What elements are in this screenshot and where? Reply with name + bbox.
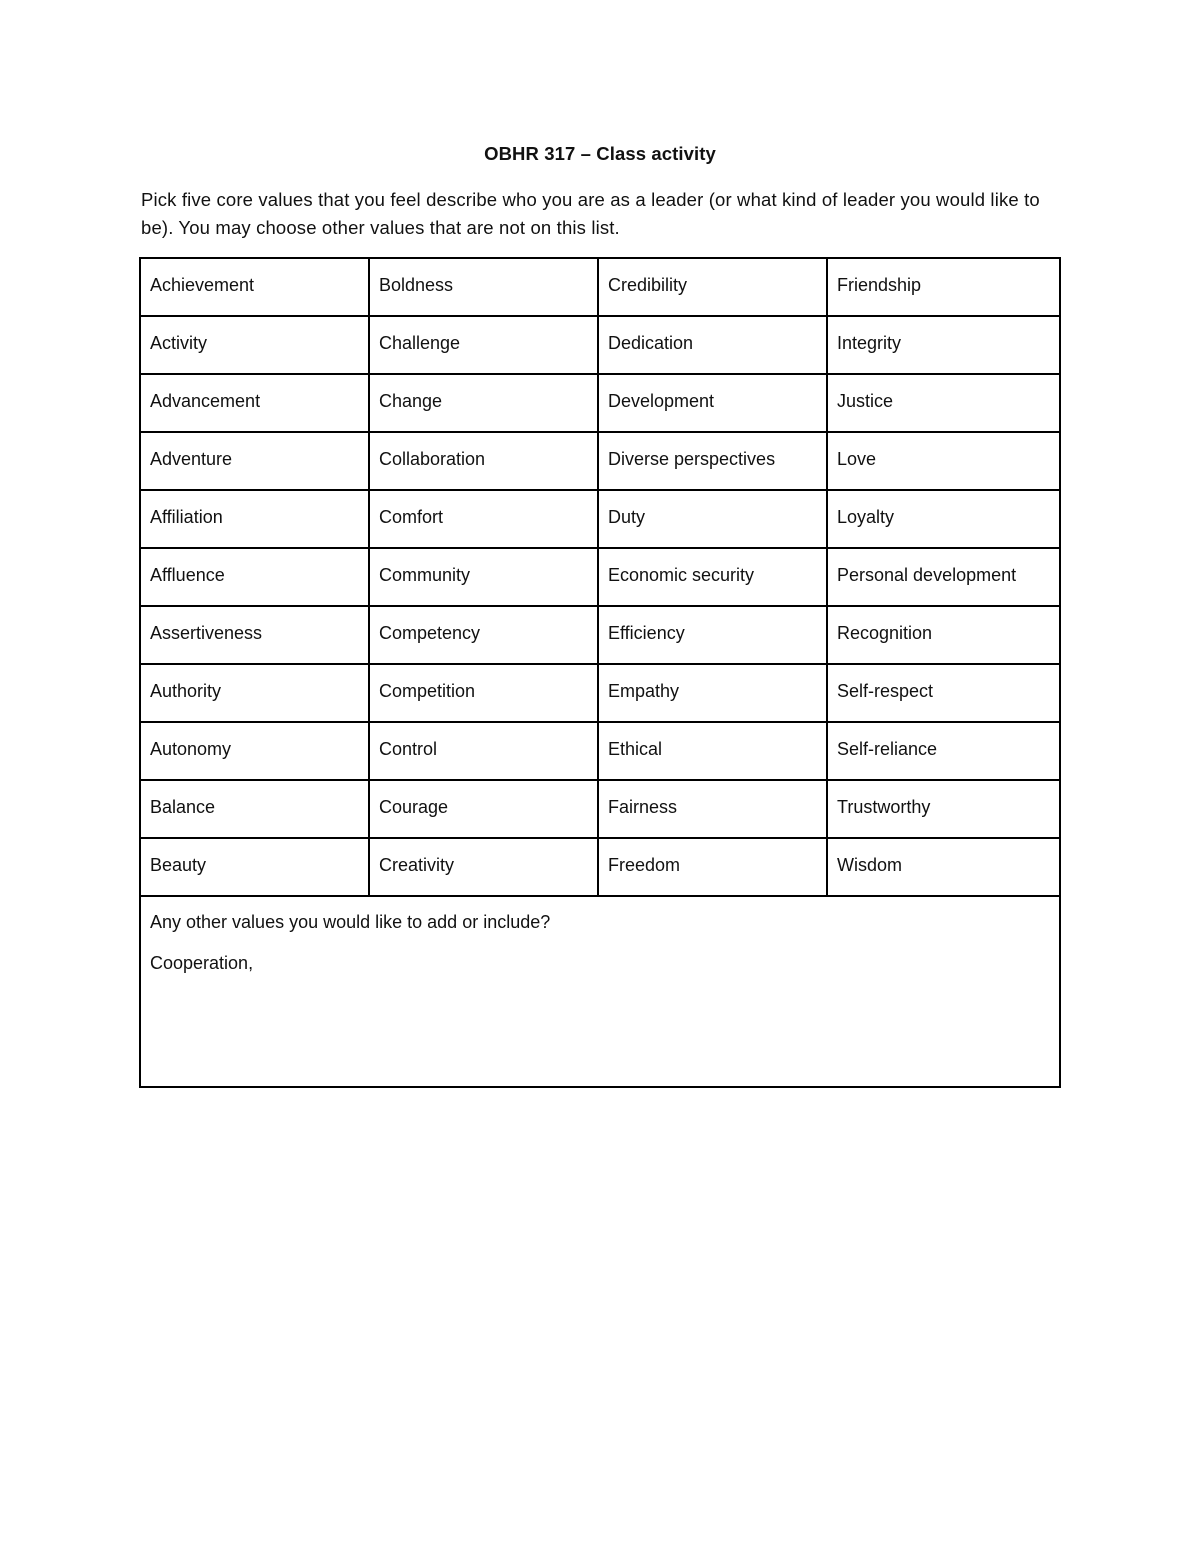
table-row (140, 490, 1060, 548)
value-label: Ethical (608, 739, 663, 759)
table-row (140, 374, 1060, 432)
core-values-table-body (140, 258, 1060, 896)
value-label: Balance (150, 797, 216, 817)
value-label: Achievement (150, 275, 255, 295)
value-label: Loyalty (837, 507, 895, 527)
table-row (140, 722, 1060, 780)
value-cell (598, 722, 827, 780)
value-cell (598, 548, 827, 606)
value-cell (369, 432, 598, 490)
table-row (140, 316, 1060, 374)
instructions-paragraph: Pick five core values that you feel describe who you are as a leader (or what kind of leader you would like to be). You may choose other values that are not on this list. (141, 189, 1040, 238)
value-label: Justice (837, 391, 894, 411)
value-label: Comfort (379, 507, 444, 527)
value-cell (827, 548, 1060, 606)
value-label: Empathy (608, 681, 680, 701)
value-label: Change (379, 391, 443, 411)
value-label: Integrity (837, 333, 902, 353)
value-cell (369, 374, 598, 432)
value-label: Autonomy (150, 739, 232, 759)
value-label: Love (837, 449, 877, 469)
value-cell (369, 722, 598, 780)
table-row (140, 548, 1060, 606)
value-cell (827, 316, 1060, 374)
core-values-table (139, 257, 1061, 1088)
value-label: Recognition (837, 623, 933, 643)
value-cell (827, 606, 1060, 664)
value-cell (598, 606, 827, 664)
value-cell (827, 374, 1060, 432)
document-title: OBHR 317 – Class activity (484, 143, 716, 164)
value-label: Collaboration (379, 449, 486, 469)
value-cell (369, 606, 598, 664)
value-label: Diverse perspectives (608, 449, 776, 469)
table-row (140, 606, 1060, 664)
value-label: Assertiveness (150, 623, 263, 643)
value-label: Credibility (608, 275, 688, 295)
value-label: Wisdom (837, 855, 903, 875)
value-label: Advancement (150, 391, 261, 411)
value-label: Boldness (379, 275, 454, 295)
value-label: Affiliation (150, 507, 223, 527)
table-row (140, 838, 1060, 896)
value-cell (827, 780, 1060, 838)
value-cell (140, 606, 369, 664)
value-cell (140, 664, 369, 722)
notes-question: Any other values you would like to add or include? (150, 912, 551, 932)
value-cell (598, 374, 827, 432)
value-cell (827, 664, 1060, 722)
value-label: Authority (150, 681, 222, 701)
notes-row (140, 896, 1060, 1087)
value-cell (827, 432, 1060, 490)
value-label: Fairness (608, 797, 678, 817)
value-cell (369, 258, 598, 316)
value-label: Self-reliance (837, 739, 938, 759)
table-row (140, 258, 1060, 316)
value-cell (369, 838, 598, 896)
value-cell (369, 548, 598, 606)
value-label: Personal development (837, 565, 1017, 585)
notes-cell[interactable] (140, 896, 1060, 1087)
value-cell (140, 780, 369, 838)
value-label: Affluence (150, 565, 225, 585)
value-cell (598, 780, 827, 838)
value-cell (827, 722, 1060, 780)
value-cell (140, 316, 369, 374)
value-cell (140, 722, 369, 780)
value-label: Creativity (379, 855, 455, 875)
value-label: Beauty (150, 855, 207, 875)
value-label: Development (608, 391, 715, 411)
value-cell (598, 490, 827, 548)
value-label: Challenge (379, 333, 461, 353)
value-cell (369, 780, 598, 838)
value-label: Adventure (150, 449, 233, 469)
table-row (140, 432, 1060, 490)
value-label: Friendship (837, 275, 922, 295)
value-label: Dedication (608, 333, 694, 353)
value-label: Courage (379, 797, 449, 817)
value-label: Control (379, 739, 438, 759)
value-label: Freedom (608, 855, 681, 875)
value-cell (598, 664, 827, 722)
value-cell (827, 838, 1060, 896)
value-label: Duty (608, 507, 646, 527)
value-cell (140, 838, 369, 896)
value-cell (140, 258, 369, 316)
value-cell (369, 316, 598, 374)
value-cell (598, 838, 827, 896)
value-label: Competition (379, 681, 476, 701)
value-cell (598, 316, 827, 374)
value-cell (140, 490, 369, 548)
value-cell (140, 374, 369, 432)
value-cell (369, 490, 598, 548)
value-cell (598, 432, 827, 490)
value-label: Self-respect (837, 681, 934, 701)
value-cell (369, 664, 598, 722)
value-label: Economic security (608, 565, 755, 585)
value-label: Community (379, 565, 471, 585)
value-label: Efficiency (608, 623, 685, 643)
value-cell (140, 432, 369, 490)
value-label: Competency (379, 623, 481, 643)
value-cell (827, 490, 1060, 548)
notes-answer: Cooperation, (150, 953, 254, 973)
value-label: Activity (150, 333, 208, 353)
value-label: Trustworthy (837, 797, 931, 817)
table-row (140, 664, 1060, 722)
value-cell (827, 258, 1060, 316)
value-cell (140, 548, 369, 606)
table-row (140, 780, 1060, 838)
value-cell (598, 258, 827, 316)
